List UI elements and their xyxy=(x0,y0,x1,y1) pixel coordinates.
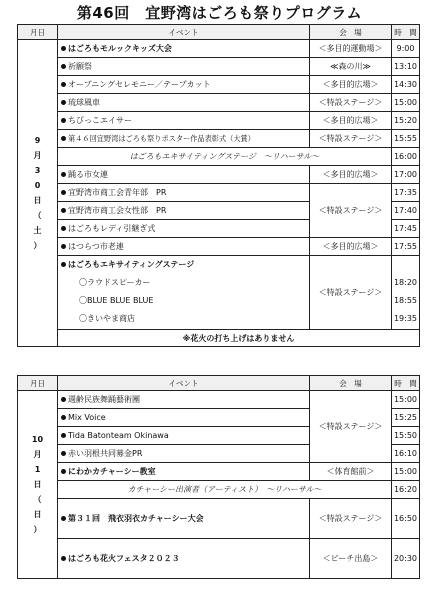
time: 15:00 xyxy=(392,94,420,112)
venue: ＜多目的運動場＞ xyxy=(310,40,392,58)
performer: 〇ラウドスピーカー xyxy=(79,278,151,287)
venue: ＜特設ステージ＞ xyxy=(310,184,392,238)
list-item: 琉球風車 xyxy=(58,94,310,112)
venue: ＜特設ステージ＞ xyxy=(310,499,392,539)
excite-stage-block: はごろもエキサイティングステージ 〇ラウドスピーカー 〇BLUE BLUE BLUE 〇きいやま商店 xyxy=(58,256,310,330)
bullet-icon xyxy=(61,433,66,438)
performer: 〇BLUE BLUE BLUE xyxy=(79,296,154,305)
list-item: Mix Voice xyxy=(58,409,310,427)
bullet-icon xyxy=(61,46,66,51)
rehearsal-note: カチャーシー出演者（アーティスト） ～リハーサル～ xyxy=(58,481,392,499)
time: 14:30 xyxy=(392,76,420,94)
venue: ＜特設ステージ＞ xyxy=(310,94,392,112)
header-date: 月日 xyxy=(18,25,58,40)
list-item: Tida Batonteam Okinawa xyxy=(58,427,310,445)
bullet-icon xyxy=(61,82,66,87)
performer: 〇きいやま商店 xyxy=(79,314,135,323)
list-item: 赤い羽根共同募金PR xyxy=(58,445,310,463)
bullet-icon xyxy=(61,244,66,249)
day1-table xyxy=(17,24,420,347)
list-item: はごろも花火フェスタ２０２３ xyxy=(58,539,310,579)
venue: ＜特設ステージ＞ xyxy=(310,391,392,463)
time: 15:00 xyxy=(392,391,420,409)
list-item: 第４６回宜野湾はごろも祭りポスター作品表彰式（大賞） xyxy=(58,130,310,148)
header-event: イベント xyxy=(58,376,310,391)
time: 16:10 xyxy=(392,445,420,463)
venue: ＜ビーチ出島＞ xyxy=(310,539,392,579)
fireworks-note: ※花火の打ち上げはありません xyxy=(58,330,420,347)
time: 17:00 xyxy=(392,166,420,184)
list-item: ちびっこエイサー xyxy=(58,112,310,130)
day1-date: 9 月 3 0 日 （ 土 ） xyxy=(18,40,58,347)
list-item: はごろもモルックキッズ大会 xyxy=(58,40,310,58)
list-item: 宜野湾市商工会青年部 PR xyxy=(58,184,310,202)
excite-times: 18:20 18:55 19:35 xyxy=(392,256,420,330)
list-item: オープニングセレモニー／テープカット xyxy=(58,76,310,94)
venue: ＜多目的広場＞ xyxy=(310,238,392,256)
header-event: イベント xyxy=(58,25,310,40)
time: 17:55 xyxy=(392,238,420,256)
list-item: 週齢民族舞踊藝術團 xyxy=(58,391,310,409)
time: 15:25 xyxy=(392,409,420,427)
header-time: 時 間 xyxy=(392,376,420,391)
venue: ＜体育館前＞ xyxy=(310,463,392,481)
day2-table xyxy=(17,375,420,579)
bullet-icon xyxy=(61,100,66,105)
list-item: 祈願祭 xyxy=(58,58,310,76)
time: 17:45 xyxy=(392,220,420,238)
venue: ＜特設ステージ＞ xyxy=(310,130,392,148)
time: 17:35 xyxy=(392,184,420,202)
bullet-icon xyxy=(61,190,66,195)
list-item: 宜野湾市商工会女性部 PR xyxy=(58,202,310,220)
bullet-icon xyxy=(61,516,66,521)
header-date: 月日 xyxy=(18,376,58,391)
time: 13:10 xyxy=(392,58,420,76)
bullet-icon xyxy=(61,118,66,123)
bullet-icon xyxy=(61,469,66,474)
list-item: にわかカチャーシー教室 xyxy=(58,463,310,481)
rehearsal-note: はごろもエキサイティングステージ ～リハーサル～ xyxy=(58,148,392,166)
header-time: 時 間 xyxy=(392,25,420,40)
venue: ≪森の川≫ xyxy=(310,58,392,76)
list-item: はつらつ市老連 xyxy=(58,238,310,256)
time: 15:50 xyxy=(392,427,420,445)
time: 9:00 xyxy=(392,40,420,58)
time: 15:55 xyxy=(392,130,420,148)
venue: ＜多目的広場＞ xyxy=(310,166,392,184)
list-item: はごろもレディ引継ぎ式 xyxy=(58,220,310,238)
time: 16:50 xyxy=(392,499,420,539)
bullet-icon xyxy=(61,397,66,402)
time: 15:00 xyxy=(392,463,420,481)
bullet-icon xyxy=(61,136,66,141)
day2-date: 10 月 1 日 （ 日 ） xyxy=(18,391,58,579)
time: 15:20 xyxy=(392,112,420,130)
venue: ＜多目的広場＞ xyxy=(310,112,392,130)
time: 20:30 xyxy=(392,539,420,579)
bullet-icon xyxy=(61,226,66,231)
page-title: 第46回 宜野湾はごろも祭りプログラム xyxy=(76,4,363,22)
time: 16:20 xyxy=(392,481,420,499)
header-venue: 会 場 xyxy=(310,376,392,391)
bullet-icon xyxy=(61,556,66,561)
time: 16:00 xyxy=(392,148,420,166)
bullet-icon xyxy=(61,262,66,267)
time: 17:40 xyxy=(392,202,420,220)
bullet-icon xyxy=(61,208,66,213)
list-item: 第３１回 飛衣羽衣カチャーシー大会 xyxy=(58,499,310,539)
header-venue: 会 場 xyxy=(310,25,392,40)
venue: ＜特設ステージ＞ xyxy=(310,256,392,330)
bullet-icon xyxy=(61,451,66,456)
venue: ＜多目的広場＞ xyxy=(310,76,392,94)
bullet-icon xyxy=(61,415,66,420)
list-item: 踊る市女連 xyxy=(58,166,310,184)
bullet-icon xyxy=(61,64,66,69)
bullet-icon xyxy=(61,172,66,177)
